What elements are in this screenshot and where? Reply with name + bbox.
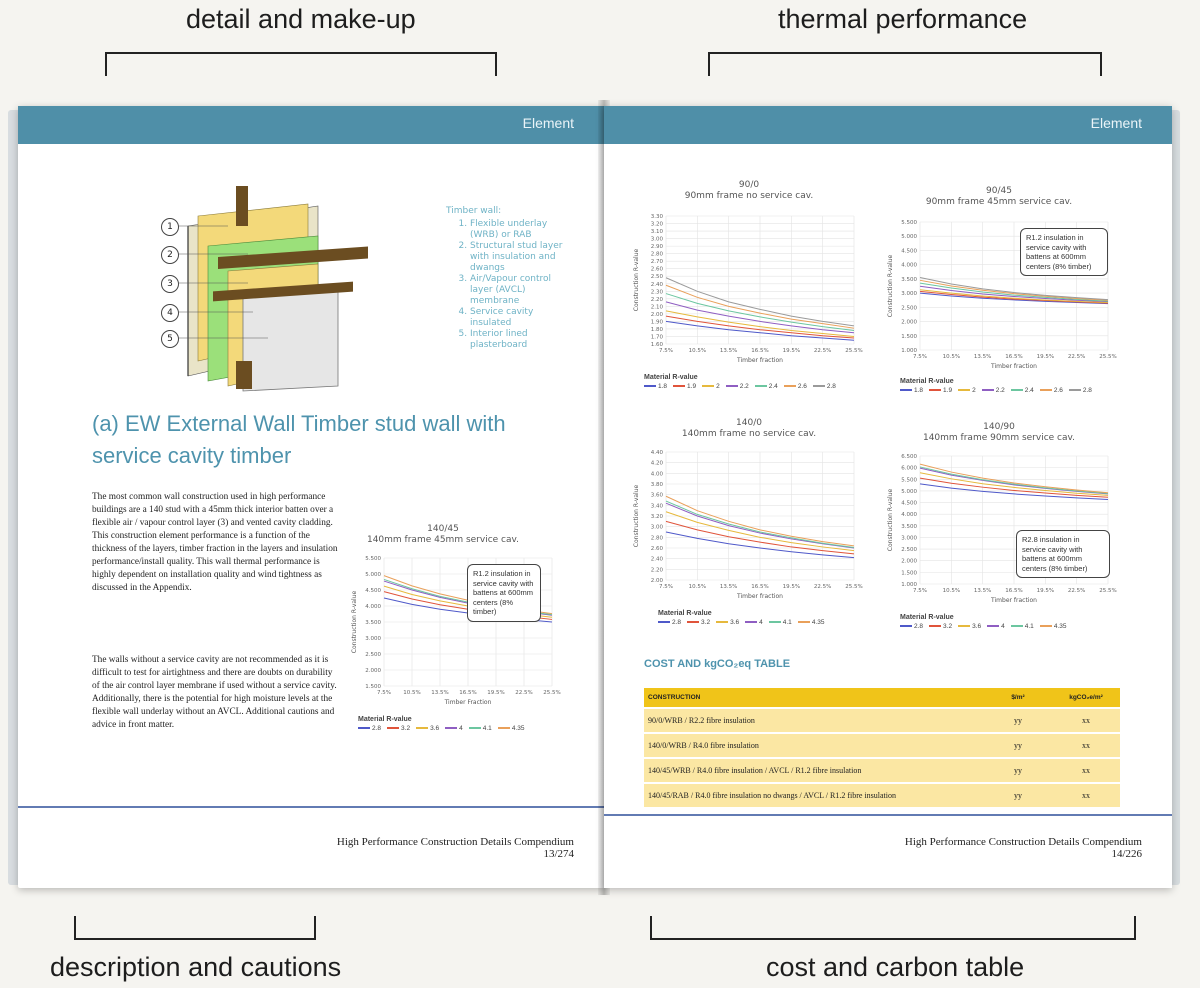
y-tick-label: 2.30 <box>650 289 663 296</box>
bracket-top-left <box>105 52 497 76</box>
y-tick-label: 2.000 <box>901 558 917 565</box>
x-axis-label: Timber fraction <box>737 593 783 600</box>
wall-legend-item: 2. Structural stud layer with insulation and dwangs <box>470 241 576 274</box>
wall-legend-item: 5. Interior lined plasterboard <box>470 329 576 351</box>
x-tick-label: 10.5% <box>942 354 961 360</box>
cost-cell-construction: 140/45/RAB / R4.0 fibre insulation no dwangs / AVCL / R1.2 fibre insulation <box>644 783 984 807</box>
chart-r3-title <box>644 418 854 440</box>
legend-swatch <box>702 385 714 387</box>
x-tick-label: 25.5% <box>1099 588 1117 594</box>
y-tick-label: 2.80 <box>650 251 663 258</box>
x-tick-label: 7.5% <box>377 690 391 696</box>
wall-marker-3: 3 <box>161 275 179 293</box>
cost-cell-construction: 140/45/WRB / R4.0 fibre insulation / AVCL / R1.2 fibre insulation <box>644 758 984 783</box>
legend-label: 2.8 <box>914 623 924 630</box>
legend-swatch <box>784 385 796 387</box>
y-tick-label: 2.000 <box>365 668 381 674</box>
legend-swatch <box>445 727 457 729</box>
y-tick-label: 4.000 <box>901 512 917 519</box>
y-tick-label: 2.40 <box>650 556 663 563</box>
y-axis-label: Construction R-value <box>351 590 358 654</box>
left-footer-title: High Performance Construction Details Compendium <box>336 836 574 848</box>
legend-swatch <box>798 621 810 623</box>
legend-item <box>469 725 492 732</box>
y-tick-label: 2.000 <box>901 319 917 326</box>
legend-swatch <box>1040 625 1052 627</box>
y-tick-label: 3.10 <box>650 229 663 236</box>
y-axis-label: Construction R-value <box>633 248 640 312</box>
legend-label: 1.9 <box>943 387 953 394</box>
legend-label: 3.6 <box>730 619 740 626</box>
y-tick-label: 3.500 <box>365 620 381 626</box>
y-tick-label: 5.000 <box>901 234 917 241</box>
y-tick-label: 4.500 <box>901 500 917 507</box>
y-tick-label: 1.60 <box>650 342 663 348</box>
legend-swatch <box>982 389 994 391</box>
chart-r2-note: R1.2 insulation in service cavity with battens at 600mm centers (8% timber) <box>1020 228 1108 276</box>
legend-label: 3.2 <box>701 619 711 626</box>
right-footer-title: High Performance Construction Details Compendium <box>904 836 1142 848</box>
y-tick-label: 4.000 <box>365 604 381 610</box>
y-tick-label: 3.20 <box>650 514 663 520</box>
chart-subtitle-text: 140mm frame no service cav. <box>681 429 817 439</box>
y-tick-label: 3.20 <box>650 221 663 228</box>
chart-r2-legend <box>900 378 1120 394</box>
legend-label: 2.4 <box>768 383 778 390</box>
y-tick-label: 3.60 <box>650 492 663 499</box>
legend-swatch <box>900 389 912 391</box>
legend-swatch <box>958 389 970 391</box>
wall-marker-2: 2 <box>161 246 179 264</box>
y-tick-label: 3.30 <box>650 214 663 220</box>
cost-cell-cost: yy <box>984 758 1052 783</box>
wall-marker-4: 4 <box>161 304 179 322</box>
y-tick-label: 2.60 <box>650 266 663 273</box>
y-tick-label: 5.500 <box>901 220 917 226</box>
legend-title: Material R-value <box>900 614 954 621</box>
y-tick-label: 1.500 <box>901 570 917 577</box>
wall-legend-title: Timber wall: <box>446 206 502 216</box>
y-tick-label: 1.500 <box>365 684 381 690</box>
legend-label: 4.35 <box>511 725 525 732</box>
bracket-top-right <box>708 52 1102 76</box>
cost-cell-carbon: xx <box>1052 783 1120 807</box>
y-tick-label: 2.500 <box>901 547 917 554</box>
chart-title-text: 90/0 <box>738 180 760 190</box>
y-tick-label: 2.40 <box>650 281 663 288</box>
y-tick-label: 1.70 <box>650 334 663 341</box>
x-tick-label: 13.5% <box>431 690 449 696</box>
y-tick-label: 6.500 <box>901 454 917 460</box>
chart-r1-legend <box>644 374 864 390</box>
y-tick-label: 5.000 <box>365 572 381 578</box>
chart-r4-title <box>894 422 1104 444</box>
chart-r4-note: R2.8 insulation in service cavity with battens at 600mm centers (8% timber) <box>1016 530 1110 578</box>
left-footer <box>274 836 574 860</box>
chart-left-title <box>348 524 538 546</box>
y-tick-label: 3.80 <box>650 482 663 488</box>
legend-item <box>416 725 439 732</box>
x-tick-label: 16.5% <box>1005 354 1023 360</box>
cost-header-carbon: kgCO₂e/m² <box>1052 688 1120 708</box>
y-tick-label: 5.500 <box>901 477 917 484</box>
y-tick-label: 3.40 <box>650 503 663 510</box>
x-tick-label: 7.5% <box>659 584 673 590</box>
body-paragraph-1: The most common wall construction used in high performance buildings are a 140 stud with a 45mm thick interior batten over a flexible air / vapour control layer (3) and vented cavity cladding. This construction element performance is a function of the thickness of the layers, timber fraction in the layers and insulation performance/install quality. This wall thermal performance is highly dependent on installation quality and wind tightness as discussed in the Appendix. <box>92 492 338 593</box>
legend-swatch <box>929 625 941 627</box>
chart-title-text: 90/45 <box>986 186 1012 196</box>
y-tick-label: 2.60 <box>650 546 663 552</box>
legend-label: 4 <box>759 619 763 626</box>
left-page <box>18 106 604 888</box>
legend-label: 1.8 <box>914 387 924 394</box>
legend-item <box>982 387 1005 394</box>
y-tick-label: 1.90 <box>650 319 663 326</box>
wall-legend <box>446 206 576 351</box>
legend-swatch <box>769 621 781 623</box>
bracket-bottom-left <box>74 916 316 940</box>
left-footer-page: 13/274 <box>543 848 574 860</box>
legend-label: 3.2 <box>401 725 411 732</box>
legend-item <box>687 619 710 626</box>
legend-swatch <box>658 621 670 623</box>
legend-swatch <box>387 727 399 729</box>
x-tick-label: 16.5% <box>751 348 769 354</box>
y-tick-label: 2.00 <box>650 578 663 584</box>
legend-label: 2.6 <box>1053 387 1063 394</box>
legend-label: 2.4 <box>1024 387 1034 394</box>
right-footer-page: 14/226 <box>1111 848 1142 860</box>
cost-table <box>644 688 1120 807</box>
wall-marker-5: 5 <box>161 330 179 348</box>
legend-label: 4.35 <box>811 619 825 626</box>
x-tick-label: 19.5% <box>1036 354 1055 360</box>
legend-swatch <box>987 625 999 627</box>
x-tick-label: 25.5% <box>543 690 561 696</box>
right-header-band <box>604 106 1172 144</box>
left-footer-rule <box>18 806 604 808</box>
y-tick-label: 4.500 <box>901 248 917 255</box>
legend-label: 1.9 <box>687 383 697 390</box>
y-tick-label: 4.00 <box>650 471 663 478</box>
legend-swatch <box>1011 625 1023 627</box>
x-tick-label: 16.5% <box>1005 588 1023 594</box>
legend-item <box>813 383 836 390</box>
y-tick-label: 1.500 <box>901 333 917 340</box>
legend-label: 2.8 <box>826 383 836 390</box>
legend-swatch <box>673 385 685 387</box>
y-axis-label: Construction R-value <box>887 488 894 552</box>
x-tick-label: 13.5% <box>973 354 992 360</box>
y-tick-label: 2.500 <box>901 305 917 312</box>
chart-r2-title <box>894 186 1104 208</box>
y-tick-label: 3.000 <box>365 636 381 642</box>
chart-r1-title <box>644 180 854 202</box>
y-tick-label: 4.500 <box>365 588 381 594</box>
legend-label: 4 <box>459 725 463 732</box>
y-tick-label: 3.500 <box>901 276 917 283</box>
y-axis-label: Construction R-value <box>887 254 894 318</box>
cost-cell-cost: yy <box>984 733 1052 758</box>
y-tick-label: 1.000 <box>901 582 917 588</box>
x-tick-label: 10.5% <box>688 584 707 590</box>
x-tick-label: 25.5% <box>1099 354 1117 360</box>
y-tick-label: 4.000 <box>901 262 917 269</box>
legend-label: 2.8 <box>1082 387 1092 394</box>
legend-item <box>1040 623 1067 630</box>
y-tick-label: 2.20 <box>650 296 663 303</box>
cost-cell-construction: 90/0/WRB / R2.2 fibre insulation <box>644 708 984 733</box>
legend-swatch <box>498 727 510 729</box>
legend-item <box>445 725 463 732</box>
cost-table-header-row <box>644 688 1120 708</box>
legend-label: 4.1 <box>782 619 792 626</box>
x-tick-label: 25.5% <box>845 584 863 590</box>
legend-item <box>1069 387 1092 394</box>
x-tick-label: 22.5% <box>1067 354 1086 360</box>
legend-label: 4.1 <box>482 725 492 732</box>
x-axis-label: Timber Fraction <box>444 699 492 706</box>
x-tick-label: 13.5% <box>719 348 738 354</box>
y-tick-label: 6.000 <box>901 465 917 472</box>
x-tick-label: 13.5% <box>719 584 738 590</box>
legend-item <box>900 387 923 394</box>
x-tick-label: 16.5% <box>459 690 477 696</box>
legend-item <box>726 383 749 390</box>
legend-swatch <box>416 727 428 729</box>
legend-item <box>745 619 763 626</box>
wall-legend-item: 4. Service cavity insulated <box>470 307 576 329</box>
legend-label: 3.6 <box>430 725 440 732</box>
y-tick-label: 2.500 <box>365 652 381 658</box>
chart-r3 <box>630 446 863 606</box>
y-tick-label: 4.40 <box>650 450 663 456</box>
legend-item <box>702 383 720 390</box>
cost-header-construction: CONSTRUCTION <box>644 688 984 708</box>
chart-subtitle-text: 90mm frame 45mm service cav. <box>925 197 1073 207</box>
legend-label: 4.1 <box>1024 623 1034 630</box>
legend-item <box>929 387 952 394</box>
y-tick-label: 2.80 <box>650 535 663 542</box>
x-tick-label: 10.5% <box>942 588 961 594</box>
x-tick-label: 19.5% <box>1036 588 1055 594</box>
y-tick-label: 3.500 <box>901 523 917 530</box>
legend-item <box>929 623 952 630</box>
left-header-label: Element <box>522 115 574 131</box>
y-tick-label: 2.20 <box>650 567 663 574</box>
right-footer <box>842 836 1142 860</box>
body-paragraph-2: The walls without a service cavity are not recommended as it is difficult to test for airtightness and there are doubts on durability of the air control layer membrane if used without a service cavity. Additionally, there is the potential for high moisture levels at the flexible wall underlay without an AVCL. Additional cautions and advice in front matter. <box>92 655 337 730</box>
right-page <box>604 106 1172 888</box>
legend-label: 2.2 <box>995 387 1005 394</box>
legend-swatch <box>745 621 757 623</box>
wall-illustration <box>118 186 358 396</box>
cost-cell-construction: 140/0/WRB / R4.0 fibre insulation <box>644 733 984 758</box>
legend-item <box>644 383 667 390</box>
cost-cell-carbon: xx <box>1052 708 1120 733</box>
x-tick-label: 7.5% <box>913 354 927 360</box>
legend-label: 4 <box>1001 623 1005 630</box>
page-title: (a) EW External Wall Timber stud wall with service cavity timber <box>92 411 506 468</box>
table-row <box>644 733 1120 758</box>
chart-left-note: R1.2 insulation in service cavity with battens at 600mm centers (8% timber) <box>467 564 541 622</box>
legend-swatch <box>716 621 728 623</box>
y-tick-label: 5.000 <box>901 488 917 495</box>
legend-swatch <box>813 385 825 387</box>
legend-item <box>1040 387 1063 394</box>
legend-swatch <box>755 385 767 387</box>
y-tick-label: 3.00 <box>650 524 663 531</box>
legend-item <box>784 383 807 390</box>
legend-item <box>958 387 976 394</box>
chart-r1 <box>630 210 863 370</box>
callout-description: description and cautions <box>50 952 342 982</box>
callout-detail: detail and make-up <box>186 4 416 34</box>
cost-cell-cost: yy <box>984 708 1052 733</box>
legend-swatch <box>929 389 941 391</box>
legend-swatch <box>1040 389 1052 391</box>
legend-swatch <box>1011 389 1023 391</box>
table-row <box>644 708 1120 733</box>
legend-item <box>358 725 381 732</box>
cost-table-title: COST AND kgCO₂eq TABLE <box>644 658 791 670</box>
x-axis-label: Timber fraction <box>991 597 1037 604</box>
legend-item <box>900 623 923 630</box>
wall-legend-item: 3. Air/Vapour control layer (AVCL) membrane <box>470 274 576 307</box>
cost-cell-cost: yy <box>984 783 1052 807</box>
x-axis-label: Timber fraction <box>991 363 1037 370</box>
legend-title: Material R-value <box>358 716 412 723</box>
x-tick-label: 7.5% <box>659 348 673 354</box>
y-tick-label: 2.00 <box>650 311 663 318</box>
x-tick-label: 22.5% <box>813 584 832 590</box>
legend-item <box>1011 387 1034 394</box>
legend-item <box>658 619 681 626</box>
y-tick-label: 3.000 <box>901 291 917 298</box>
legend-item <box>673 383 696 390</box>
y-tick-label: 2.90 <box>650 244 663 251</box>
legend-label: 4.35 <box>1053 623 1067 630</box>
legend-swatch <box>726 385 738 387</box>
y-tick-label: 4.20 <box>650 460 663 467</box>
x-tick-label: 25.5% <box>845 348 863 354</box>
y-tick-label: 2.10 <box>650 304 663 311</box>
legend-label: 2 <box>972 387 976 394</box>
y-tick-label: 3.000 <box>901 535 917 542</box>
legend-swatch <box>958 625 970 627</box>
x-axis-label: Timber fraction <box>737 357 783 364</box>
legend-label: 2.8 <box>372 725 382 732</box>
legend-label: 2.6 <box>797 383 807 390</box>
legend-title: Material R-value <box>900 378 954 385</box>
table-row <box>644 758 1120 783</box>
right-header-label: Element <box>1090 115 1142 131</box>
legend-swatch <box>900 625 912 627</box>
chart-subtitle-text: 90mm frame no service cav. <box>684 191 814 201</box>
x-tick-label: 22.5% <box>813 348 832 354</box>
legend-item <box>987 623 1005 630</box>
chart-title-text: 140/90 <box>983 422 1015 432</box>
cost-cell-carbon: xx <box>1052 758 1120 783</box>
chart-title-text: 140/45 <box>427 524 459 534</box>
bracket-bottom-right <box>650 916 1136 940</box>
legend-label: 2 <box>716 383 720 390</box>
legend-label: 2.8 <box>672 619 682 626</box>
right-footer-rule <box>604 814 1172 816</box>
legend-item <box>798 619 825 626</box>
table-row <box>644 783 1120 807</box>
legend-swatch <box>358 727 370 729</box>
chart-left-legend <box>358 716 568 732</box>
x-tick-label: 13.5% <box>973 588 992 594</box>
x-tick-label: 7.5% <box>913 588 927 594</box>
x-tick-label: 22.5% <box>515 690 533 696</box>
y-tick-label: 2.50 <box>650 274 663 281</box>
legend-label: 3.2 <box>943 623 953 630</box>
callout-cost: cost and carbon table <box>766 952 1025 982</box>
legend-item <box>498 725 525 732</box>
chart-subtitle-text: 140mm frame 45mm service cav. <box>366 535 520 545</box>
y-axis-label: Construction R-value <box>633 484 640 548</box>
x-tick-label: 10.5% <box>403 690 421 696</box>
y-tick-label: 1.80 <box>650 326 663 333</box>
legend-title: Material R-value <box>644 374 698 381</box>
callout-thermal: thermal performance <box>778 4 1028 34</box>
y-tick-label: 3.00 <box>650 236 663 243</box>
wall-legend-item: 1. Flexible underlay (WRB) or RAB <box>470 219 576 241</box>
left-header-band <box>18 106 604 144</box>
y-tick-label: 5.500 <box>365 556 381 562</box>
cost-header-cost: $/m² <box>984 688 1052 708</box>
x-tick-label: 10.5% <box>688 348 707 354</box>
x-tick-label: 16.5% <box>751 584 769 590</box>
legend-swatch <box>644 385 656 387</box>
legend-item <box>716 619 739 626</box>
chart-r3-legend <box>658 610 878 626</box>
legend-title: Material R-value <box>658 610 712 617</box>
legend-label: 3.6 <box>972 623 982 630</box>
legend-label: 2.2 <box>739 383 749 390</box>
chart-subtitle-text: 140mm frame 90mm service cav. <box>922 433 1076 443</box>
cost-cell-carbon: xx <box>1052 733 1120 758</box>
chart-r4-legend <box>900 614 1120 630</box>
legend-item <box>755 383 778 390</box>
chart-title-text: 140/0 <box>736 418 762 428</box>
y-tick-label: 2.70 <box>650 259 663 266</box>
legend-swatch <box>469 727 481 729</box>
legend-swatch <box>1069 389 1081 391</box>
x-tick-label: 19.5% <box>487 690 505 696</box>
x-tick-label: 22.5% <box>1067 588 1086 594</box>
x-tick-label: 19.5% <box>782 348 801 354</box>
legend-item <box>387 725 410 732</box>
y-tick-label: 1.000 <box>901 348 917 354</box>
legend-item <box>958 623 981 630</box>
open-book <box>8 100 1180 895</box>
wall-marker-1: 1 <box>161 218 179 236</box>
legend-swatch <box>687 621 699 623</box>
legend-label: 1.8 <box>658 383 668 390</box>
x-tick-label: 19.5% <box>782 584 801 590</box>
legend-item <box>1011 623 1034 630</box>
legend-item <box>769 619 792 626</box>
